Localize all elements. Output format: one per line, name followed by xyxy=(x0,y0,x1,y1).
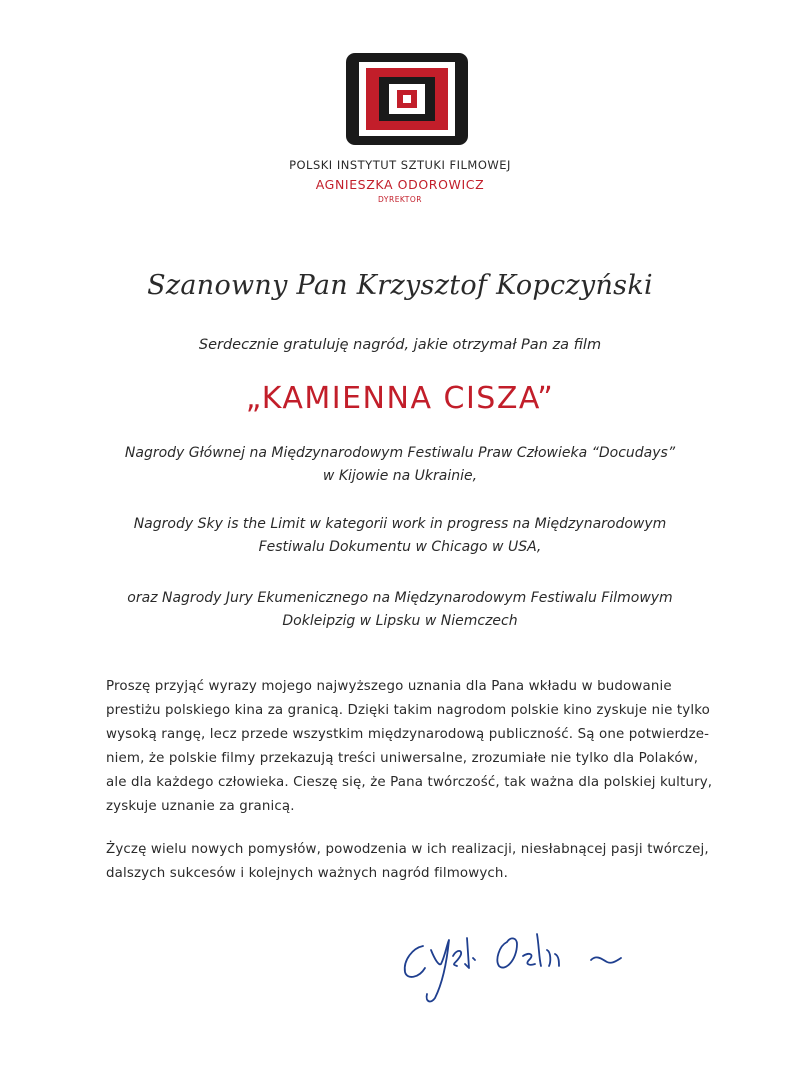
paragraph-line: zyskuje uznanie za granicą. xyxy=(106,799,295,814)
pisf-logo xyxy=(346,53,468,145)
award-line: Dokleipzig w Lipsku w Niemczech xyxy=(282,613,518,629)
director-name: AGNIESZKA ODOROWICZ xyxy=(315,177,485,192)
award-line: Nagrody Sky is the Limit w kategorii work in progress na Międzynarodowym xyxy=(133,516,667,532)
award-line: Nagrody Głównej na Międzynarodowym Festiwalu Praw Człowieka “Docudays” xyxy=(124,445,676,461)
paragraph-line: Życzę wielu nowych pomysłów, powodzenia w ich realizacji, niesłabnącej pasji twórczej, xyxy=(106,842,709,857)
award-line: w Kijowie na Ukrainie, xyxy=(322,468,478,484)
award-item xyxy=(0,513,800,559)
film-title: „KAMIENNA CISZA” xyxy=(245,381,555,416)
congratulations-line: Serdecznie gratuluję nagród, jakie otrzymał Pan za film xyxy=(198,337,602,353)
paragraph-line: wysoką rangę, lecz przede wszystkim międzynarodową publiczność. Są one potwierdze- xyxy=(106,727,710,742)
organization-name: POLSKI INSTYTUT SZTUKI FILMOWEJ xyxy=(289,158,511,172)
paragraph-line: prestiżu polskiego kina za granicą. Dzięki takim nagrodom polskie kino zyskuje nie tylko xyxy=(106,703,710,718)
director-title: DYREKTOR xyxy=(378,195,422,204)
paragraph-line: niem, że polskie filmy przekazują treści uniwersalne, zrozumiałe nie tylko dla Polaków, xyxy=(106,751,699,766)
paragraph-line: Proszę przyjąć wyrazy mojego najwyższego uznania dla Pana wkładu w budowanie xyxy=(106,679,672,694)
salutation: Szanowny Pan Krzysztof Kopczyński xyxy=(147,270,653,301)
award-item xyxy=(0,442,800,488)
paragraph-line: ale dla każdego człowieka. Cieszę się, że Pana twórczość, tak ważna dla polskiej kultury, xyxy=(106,775,713,790)
award-item xyxy=(0,587,800,633)
body-paragraph-recognition xyxy=(106,675,713,819)
award-line: Festiwalu Dokumentu w Chicago w USA, xyxy=(258,539,542,555)
handwritten-signature xyxy=(395,920,645,1010)
paragraph-line: dalszych sukcesów i kolejnych ważnych nagród filmowych. xyxy=(106,866,508,881)
body-paragraph-wishes xyxy=(106,838,709,886)
award-line: oraz Nagrody Jury Ekumenicznego na Międzynarodowym Festiwalu Filmowym xyxy=(127,590,673,606)
